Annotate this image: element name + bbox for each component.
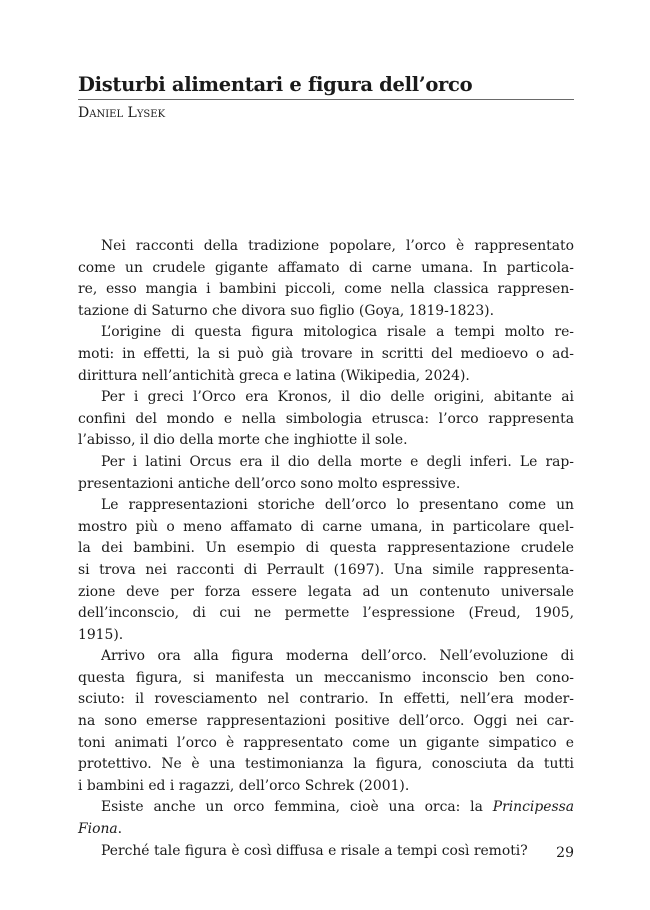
text-line: Perché tale figura è così diffusa e risale a tempi così remoti? xyxy=(101,842,528,859)
text-line: tazione di Saturno che divora suo figlio (Goya, 1819-1823). xyxy=(78,302,494,319)
italic-text: Principessa xyxy=(492,799,574,816)
paragraph xyxy=(78,387,574,452)
text-line: presentazioni antiche dell’orco sono molto espressive. xyxy=(78,475,461,492)
text-span: Esiste anche un orco femmina, cioè una orca: la xyxy=(101,799,493,816)
text-line: dirittura nell’antichità greca e latina (Wikipedia, 2024). xyxy=(78,367,470,384)
text-line: L’origine di questa figura mitologica risale a tempi molto re- xyxy=(101,324,574,341)
paragraph xyxy=(78,236,574,322)
paragraph xyxy=(78,322,574,387)
paragraph xyxy=(78,797,574,840)
text-line: moti: in effetti, la si può già trovare in scritti del medioevo o ad- xyxy=(78,345,574,362)
text-line: mostro più o meno affamato di carne umana, in particolare quel- xyxy=(78,518,574,535)
paragraph xyxy=(78,495,574,646)
text-line: confini del mondo e nella simbologia etrusca: l’orco rappresenta xyxy=(78,410,574,427)
italic-text: Fiona xyxy=(78,821,118,838)
text-line: Arrivo ora alla figura moderna dell’orco. Nell’evoluzione di xyxy=(101,648,574,665)
text-line: protettivo. Ne è una testimonianza la figura, conosciuta da tutti xyxy=(78,756,574,773)
text-line xyxy=(78,819,574,841)
paragraph xyxy=(78,841,574,863)
page-number: 29 xyxy=(556,845,574,861)
text-span: . xyxy=(117,821,123,838)
text-line: re, esso mangia i bambini piccoli, come nella classica rappresen- xyxy=(78,281,574,298)
text-line: questa figura, si manifesta un meccanismo inconscio ben cono- xyxy=(78,669,574,686)
text-line: sciuto: il rovesciamento nel contrario. In effetti, nell’era moder- xyxy=(78,691,574,708)
text-line: Per i greci l’Orco era Kronos, il dio delle origini, abitante ai xyxy=(101,389,574,406)
text-line: 1915). xyxy=(78,626,124,643)
text-line: i bambini ed i ragazzi, dell’orco Schrek (2001). xyxy=(78,777,410,794)
text-line: dell’inconscio, di cui ne permette l’espressione (Freud, 1905, xyxy=(78,605,574,622)
text-line: toni animati l’orco è rappresentato come un gigante simpatico e xyxy=(78,734,574,751)
text-line: come un crudele gigante affamato di carne umana. In particola- xyxy=(78,259,574,276)
article-author: Daniel Lysek xyxy=(78,105,166,121)
text-line xyxy=(78,797,574,819)
article-title: Disturbi alimentari e figura dell’orco xyxy=(78,73,473,96)
text-line: Le rappresentazioni storiche dell’orco lo presentano come un xyxy=(101,497,574,514)
article-body xyxy=(78,236,574,862)
paragraph xyxy=(78,452,574,495)
text-line: la dei bambini. Un esempio di questa rappresentazione crudele xyxy=(78,540,574,557)
title-underline xyxy=(78,99,574,100)
text-line: zione deve per forza essere legata ad un contenuto universale xyxy=(78,583,574,600)
text-line: Per i latini Orcus era il dio della morte e degli inferi. Le rap- xyxy=(101,453,574,470)
text-line: Nei racconti della tradizione popolare, l’orco è rappresentato xyxy=(101,238,574,254)
text-line: si trova nei racconti di Perrault (1697). Una simile rappresenta- xyxy=(78,561,574,578)
text-line: na sono emerse rappresentazioni positive dell’orco. Oggi nei car- xyxy=(78,713,574,730)
paragraph xyxy=(78,646,574,797)
text-line: l’abisso, il dio della morte che inghiotte il sole. xyxy=(78,432,408,449)
